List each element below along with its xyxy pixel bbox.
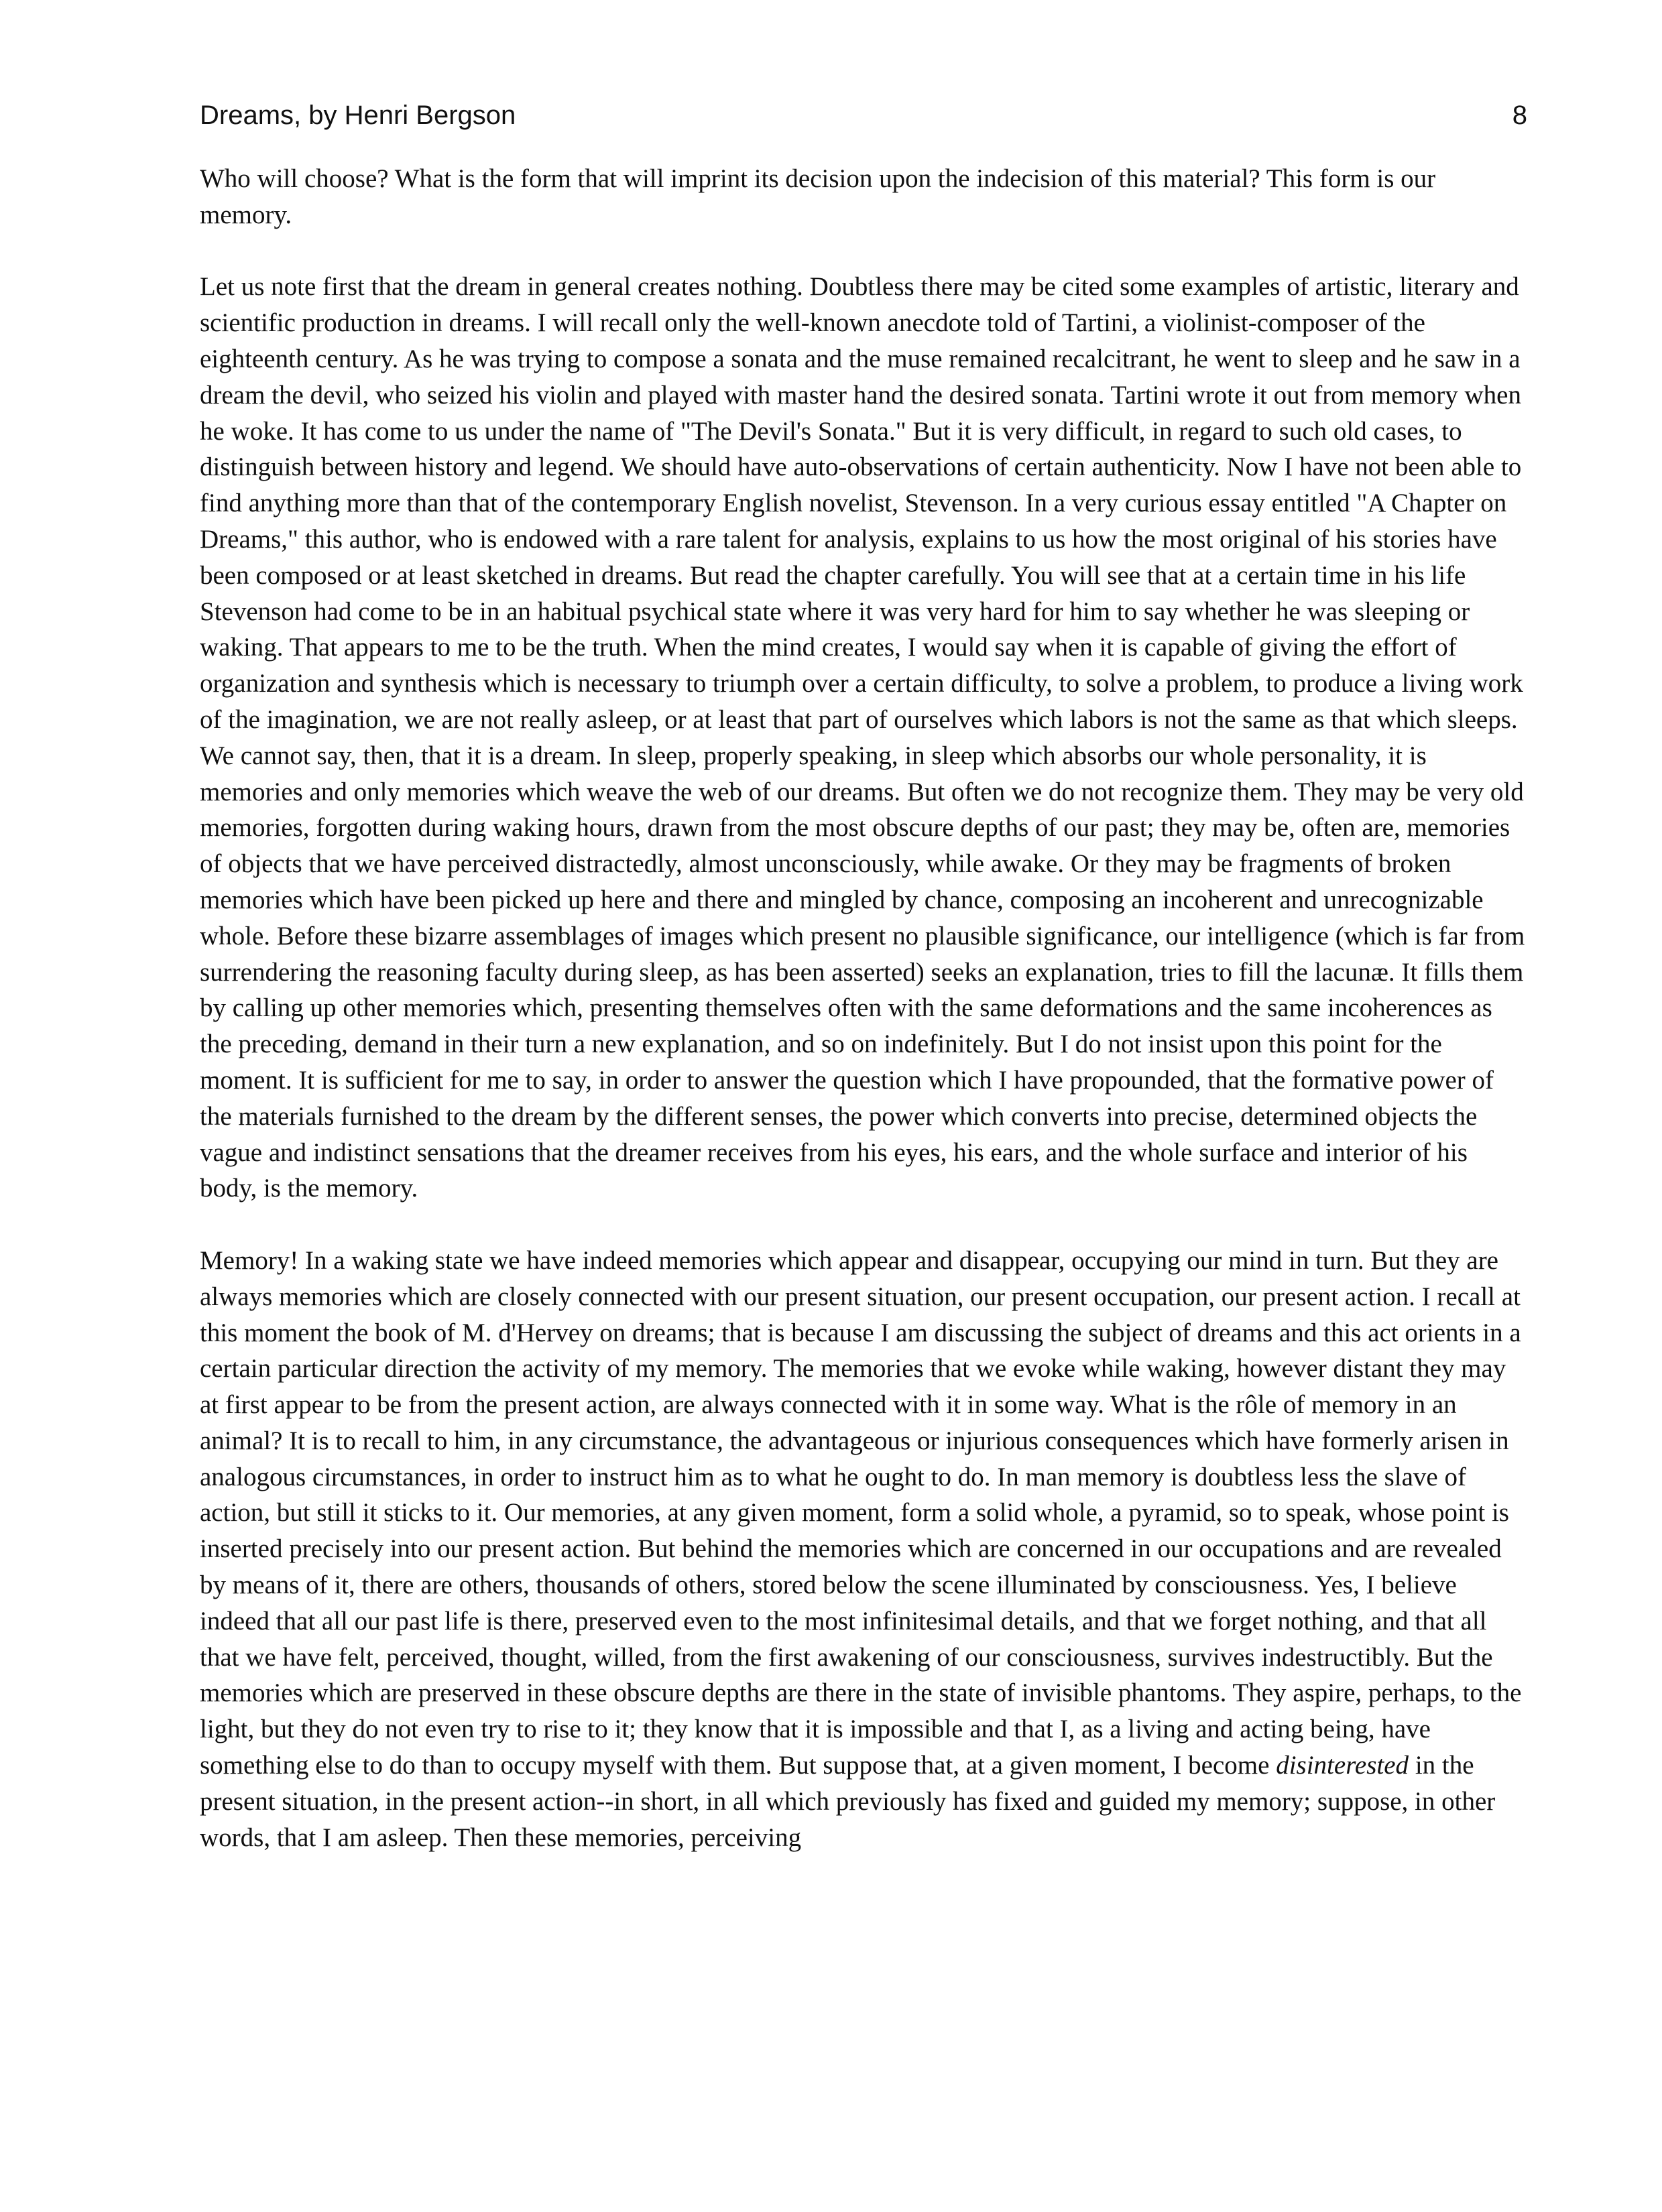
page-number: 8 <box>1512 101 1527 130</box>
paragraph-2: Let us note first that the dream in general creates nothing. Doubtless there may be cited some examples of artistic, literary and scientific production in dreams. I will recall only the well-known anecdote told of Tartini, a violinist-composer of the eighteenth century. As he was trying to compose a sonata and the muse remained recalcitrant, he went to sleep and he saw in a dream the devil, who seized his violin and played with master hand the desired sonata. Tartini wrote it out from memory when he woke. It has come to us under the name of "The Devil's Sonata." But it is very difficult, in regard to such old cases, to distinguish between history and legend. We should have auto-observations of certain authenticity. Now I have not been able to find anything more than that of the contemporary English novelist, Stevenson. In a very curious essay entitled "A Chapter on Dreams," this author, who is endowed with a rare talent for analysis, explains to us how the most original of his stories have been composed or at least sketched in dreams. But read the chapter carefully. You will see that at a certain time in his life Stevenson had come to be in an habitual psychical state where it was very hard for him to say whether he was sleeping or waking. That appears to me to be the truth. When the mind creates, I would say when it is capable of giving the effort of organization and synthesis which is necessary to triumph over a certain difficulty, to solve a problem, to produce a living work of the imagination, we are not really asleep, or at least that part of ourselves which labors is not the same as that which sleeps. We cannot say, then, that it is a dream. In sleep, properly speaking, in sleep which absorbs our whole personality, it is memories and only memories which weave the web of our dreams. But often we do not recognize them. They may be very old memories, forgotten during waking hours, drawn from the most obscure depths of our past; they may be, often are, memories of objects that we have perceived distractedly, almost unconsciously, while awake. Or they may be fragments of broken memories which have been picked up here and there and mingled by chance, composing an incoherent and unrecognizable whole. Before these bizarre assemblages of images which present no plausible significance, our intelligence (which is far from surrendering the reasoning faculty during sleep, as has been asserted) seeks an explanation, tries to fill the lacunæ. It fills them by calling up other memories which, presenting themselves often with the same deformations and the same incoherences as the preceding, demand in their turn a new explanation, and so on indefinitely. But I do not insist upon this point for the moment. It is sufficient for me to say, in order to answer the question which I have propounded, that the formative power of the materials furnished to the dream by the different senses, the power which converts into precise, determined objects the vague and indistinct sensations that the dreamer receives from his eyes, his ears, and the whole surface and interior of his body, is the memory. <box>200 272 1525 1203</box>
emphasized-word: disinterested <box>1276 1751 1409 1780</box>
paragraph-3-text-after: in the present situation, in the present action--in short, in all which previously has fixed and guided my memory; suppose, in other words, that I am asleep. Then these memories, perceiving <box>200 1751 1496 1852</box>
paragraph-3-text-before: Memory! In a waking state we have indeed memories which appear and disappear, occupying our mind in turn. But they are always memories which are closely connected with our present situation, our present occupation, our present action. I recall at this moment the book of M. d'Hervey on dreams; that is because I am discussing the subject of dreams and this act orients in a certain particular direction the activity of my memory. The memories that we evoke while waking, however distant they may at first appear to be from the present action, are always connected with it in some way. What is the rôle of memory in an animal? It is to recall to him, in any circumstance, the advantageous or injurious consequences which have formerly arisen in analogous circumstances, in order to instruct him as to what he ought to do. In man memory is doubtless less the slave of action, but still it sticks to it. Our memories, at any given moment, form a solid whole, a pyramid, so to speak, whose point is inserted precisely into our present action. But behind the memories which are concerned in our occupations and are revealed by means of it, there are others, thousands of others, stored below the scene illuminated by consciousness. Yes, I believe indeed that all our past life is there, preserved even to the most infinitesimal details, and that we forget nothing, and that all that we have felt, perceived, thought, willed, from the first awakening of our consciousness, survives indestructibly. But the memories which are preserved in these obscure depths are there in the state of invisible phantoms. They aspire, perhaps, to the light, but they do not even try to rise to it; they know that it is impossible and that I, as a living and acting being, have something else to do than to occupy myself with them. But suppose that, at a given moment, I become <box>200 1245 1522 1780</box>
running-title: Dreams, by Henri Bergson <box>200 101 516 130</box>
paragraph-3 <box>200 1243 1527 1856</box>
paragraph-1: Who will choose? What is the form that will imprint its decision upon the indecision of this material? This form is our memory. <box>200 164 1436 229</box>
body-text <box>200 161 1527 1855</box>
page-header <box>200 101 1527 141</box>
